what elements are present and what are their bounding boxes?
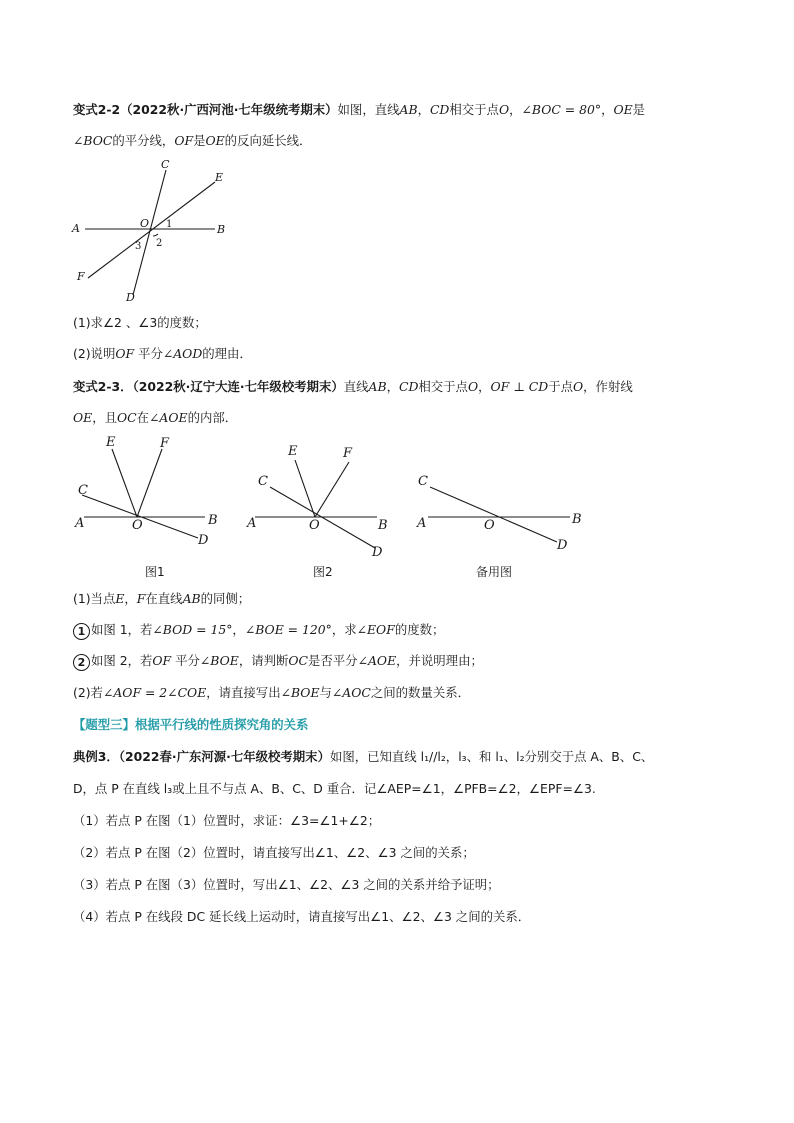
math: OF [115, 346, 135, 361]
label-b: B [378, 518, 388, 533]
label-a: A [75, 516, 85, 531]
label-angle-1: 1 [166, 219, 173, 230]
math: ∠BOE [280, 685, 320, 700]
text: 如图 1，若 [91, 622, 153, 637]
math: CD [398, 379, 419, 394]
text: 的反向延长线． [224, 133, 312, 148]
label-a: A [72, 222, 80, 235]
math: ∠EOF [356, 622, 395, 637]
text: 直线 [343, 379, 369, 394]
math: F [136, 591, 146, 606]
label-c: C [418, 474, 428, 489]
label-c: C [258, 474, 268, 489]
label-f: F [77, 270, 85, 283]
math: OE [613, 102, 633, 117]
ray-of [315, 462, 349, 517]
text: (1)当点 [73, 591, 116, 606]
label-e: E [106, 435, 116, 450]
v23-line1 [73, 378, 633, 396]
ex3-q1: （1）若点 P 在图（1）位置时，求证：∠3=∠1+∠2； [73, 813, 381, 828]
text: ，求 [331, 622, 357, 637]
v23-label: 变式2-3 [73, 379, 121, 394]
label-a: A [247, 516, 257, 531]
math: ∠AOE [149, 410, 188, 425]
v22-source: （2022秋·广西河池·七年级统考期末） [120, 102, 338, 117]
label-a: A [417, 516, 427, 531]
label-e: E [215, 171, 224, 184]
text: 在 [136, 410, 150, 425]
text: ，请判断 [238, 653, 289, 668]
v22-q2 [73, 345, 252, 363]
text: 如图 2，若 [91, 653, 153, 668]
line-cd [430, 487, 557, 542]
label-o: O [309, 518, 320, 533]
text: ， [509, 102, 522, 117]
math: OC [288, 653, 309, 668]
math: OF ⊥ CD [490, 379, 549, 394]
v23-fig3 [412, 432, 592, 562]
label-d: D [198, 533, 209, 548]
label-d: D [126, 291, 135, 304]
label-f: F [160, 436, 170, 451]
text: 如图，直线 [337, 102, 400, 117]
math: ∠BOD = 15° [152, 622, 233, 637]
math: ∠BOC = 80° [521, 102, 602, 117]
text: 是否平分 [308, 653, 358, 668]
label-angle-2: 2 [156, 238, 163, 249]
text: ， [386, 379, 399, 394]
label-o: O [140, 217, 150, 230]
circled-number-1: 1 [73, 623, 90, 640]
text: ， [124, 591, 137, 606]
v23-line2 [73, 409, 237, 427]
label-d: D [557, 538, 568, 553]
ray-oe [112, 449, 137, 517]
math: ∠BOC [73, 133, 113, 148]
text: ， [232, 622, 245, 637]
math: O [467, 379, 479, 394]
label-angle-3: 3 [135, 241, 142, 252]
fig1-caption: 图1 [145, 565, 165, 579]
math: O [498, 102, 510, 117]
math: O [573, 379, 584, 394]
math: AB [368, 379, 387, 394]
math: ∠AOF = 2∠COE [102, 685, 207, 700]
v23-fig1 [70, 432, 230, 552]
math: OF [152, 653, 172, 668]
v23-fig2 [243, 432, 403, 562]
math: OF [174, 133, 194, 148]
label-f: F [343, 446, 353, 461]
text: 是 [193, 133, 206, 148]
text: (2)说明 [73, 346, 116, 361]
math: ∠BOE = 120° [244, 622, 332, 637]
circled-number-2: 2 [73, 654, 90, 671]
v23-source: ．（2022秋·辽宁大连·七年级校考期末） [120, 379, 344, 394]
text: 之间的数量关系． [370, 685, 471, 700]
text: 平分 [171, 653, 200, 668]
ex3-line2: D，点 P 在直线 l₃或上且不与点 A、B、C、D 重合．记∠AEP=∠1，∠PFB=∠2，∠EPF=∠3. [73, 781, 596, 796]
ray-of [137, 449, 162, 517]
math: CD [429, 102, 450, 117]
ray-oe [295, 460, 315, 517]
v23-q1 [73, 590, 250, 608]
label-b: B [217, 223, 226, 236]
text: 于点 [548, 379, 573, 394]
angle-arc [153, 234, 158, 236]
math: ∠AOC [331, 685, 371, 700]
label-b: B [572, 512, 582, 527]
text: ，且 [92, 410, 117, 425]
text: 相交于点 [418, 379, 468, 394]
ex3-label: 典例3 [73, 749, 107, 764]
line-ef [88, 182, 215, 278]
math: AB [182, 591, 201, 606]
label-c: C [78, 483, 88, 498]
label-e: E [288, 444, 298, 459]
text: 的度数； [394, 622, 445, 637]
line-cd [133, 170, 166, 295]
v23-q1a [73, 621, 444, 640]
text: (2)若 [73, 685, 103, 700]
math: OE [73, 410, 93, 425]
ex3-line1 [73, 748, 653, 766]
math: ∠BOE [199, 653, 239, 668]
text: 相交于点 [449, 102, 499, 117]
ex3-q4: （4）若点 P 在线段 DC 延长线上运动时，请直接写出∠1、∠2、∠3 之间的关系． [73, 909, 531, 924]
v22-label: 变式2-2 [73, 102, 121, 117]
math: ∠AOE [357, 653, 397, 668]
fig2-caption: 图2 [313, 565, 333, 579]
math: E [115, 591, 125, 606]
text: ， [601, 102, 614, 117]
text: ，作射线 [583, 379, 633, 394]
v22-figure [60, 150, 240, 310]
ex3-source: ．（2022春·广东河源·七年级校考期末） [106, 749, 330, 764]
label-o: O [132, 518, 143, 533]
text: 是 [632, 102, 646, 117]
fig3-caption: 备用图 [476, 565, 513, 579]
v23-q2 [73, 684, 470, 702]
text: 平分 [134, 346, 163, 361]
text: ， [417, 102, 430, 117]
text: (1)求∠2 、∠3的度数； [73, 315, 207, 330]
text: 与 [319, 685, 332, 700]
type3-heading: 【题型三】根据平行线的性质探究角的关系 [73, 717, 309, 732]
math: AB [399, 102, 418, 117]
text: 在直线 [145, 591, 183, 606]
label-c: C [161, 158, 170, 171]
text: 的同侧； [200, 591, 251, 606]
ex3-q3: （3）若点 P 在图（3）位置时，写出∠1、∠2、∠3 之间的关系并给予证明； [73, 877, 500, 892]
v22-line1 [73, 101, 645, 119]
label-o: O [484, 518, 495, 533]
text: 的理由． [202, 346, 252, 361]
ex3-q2: （2）若点 P 在图（2）位置时，请直接写出∠1、∠2、∠3 之间的关系； [73, 845, 475, 860]
math: ∠AOD [162, 346, 203, 361]
label-b: B [208, 513, 218, 528]
v22-q1 [73, 314, 207, 332]
text: 的平分线， [112, 133, 175, 148]
text: 如图，已知直线 l₁//l₂，l₃、和 l₁、l₂分别交于点 A、B、C、 [329, 749, 654, 764]
text: ，并说明理由； [396, 653, 483, 668]
v23-q1b [73, 652, 483, 671]
math: OC [116, 410, 137, 425]
math: OE [205, 133, 225, 148]
text: ，请直接写出 [206, 685, 281, 700]
text: 的内部． [187, 410, 238, 425]
text: ， [478, 379, 491, 394]
label-d: D [372, 545, 383, 560]
v22-line2 [73, 132, 311, 150]
